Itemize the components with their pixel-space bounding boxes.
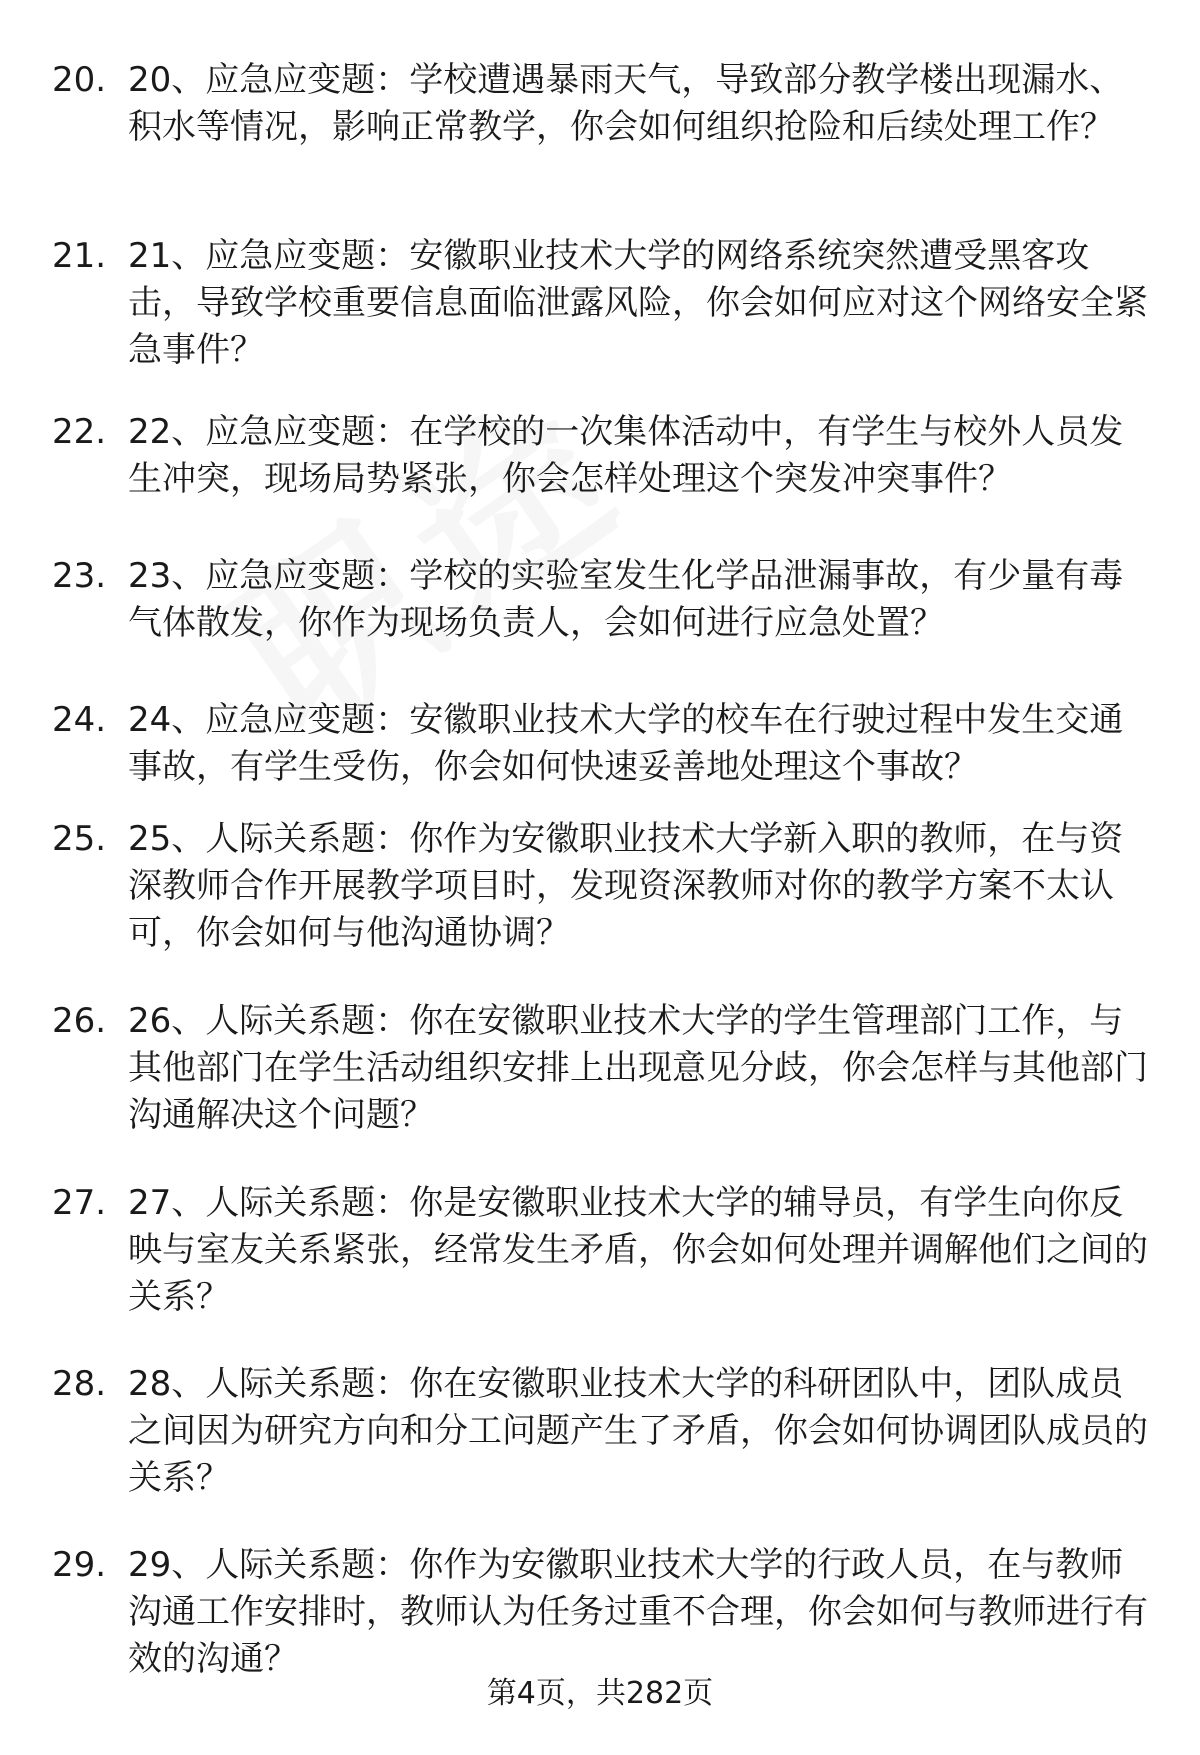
question-number: 29. xyxy=(52,1545,107,1585)
question-text: 28、人际关系题：你在安徽职业技术大学的科研团队中，团队成员之间因为研究方向和分工问题产生了矛盾，你会如何协调团队成员的关系？ xyxy=(128,1364,1148,1498)
question-number: 20. xyxy=(52,60,107,100)
question-number: 25. xyxy=(52,819,107,859)
question-text: 25、人际关系题：你作为安徽职业技术大学新入职的教师，在与资深教师合作开展教学项目时，发现资深教师对你的教学方案不太认可，你会如何与他沟通协调？ xyxy=(128,819,1124,953)
question-text: 20、应急应变题：学校遭遇暴雨天气，导致部分教学楼出现漏水、积水等情况，影响正常教学，你会如何组织抢险和后续处理工作？ xyxy=(128,60,1124,147)
question-number: 23. xyxy=(52,556,107,596)
page-number-label: 第4页，共282页 xyxy=(486,1676,714,1711)
question-text: 26、人际关系题：你在安徽职业技术大学的学生管理部门工作，与其他部门在学生活动组织安排上出现意见分歧，你会怎样与其他部门沟通解决这个问题？ xyxy=(128,1001,1148,1135)
question-text: 29、人际关系题：你作为安徽职业技术大学的行政人员，在与教师沟通工作安排时，教师认为任务过重不合理，你会如何与教师进行有效的沟通？ xyxy=(128,1545,1148,1679)
question-number: 28. xyxy=(52,1364,107,1404)
question-number: 26. xyxy=(52,1001,107,1041)
question-number: 24. xyxy=(52,700,107,740)
question-text: 23、应急应变题：学校的实验室发生化学品泄漏事故，有少量有毒气体散发，你作为现场负责人，会如何进行应急处置？ xyxy=(128,556,1124,643)
question-number: 21. xyxy=(52,236,107,276)
question-text: 21、应急应变题：安徽职业技术大学的网络系统突然遭受黑客攻击，导致学校重要信息面临泄露风险，你会如何应对这个网络安全紧急事件？ xyxy=(128,236,1148,370)
question-number: 27. xyxy=(52,1183,107,1223)
page-footer xyxy=(0,1672,1200,1716)
question-text: 24、应急应变题：安徽职业技术大学的校车在行驶过程中发生交通事故，有学生受伤，你会如何快速妥善地处理这个事故？ xyxy=(128,700,1124,787)
question-number: 22. xyxy=(52,412,107,452)
question-text: 27、人际关系题：你是安徽职业技术大学的辅导员，有学生向你反映与室友关系紧张，经常发生矛盾，你会如何处理并调解他们之间的关系？ xyxy=(128,1183,1148,1317)
question-text: 22、应急应变题：在学校的一次集体活动中，有学生与校外人员发生冲突，现场局势紧张，你会怎样处理这个突发冲突事件？ xyxy=(128,412,1124,499)
